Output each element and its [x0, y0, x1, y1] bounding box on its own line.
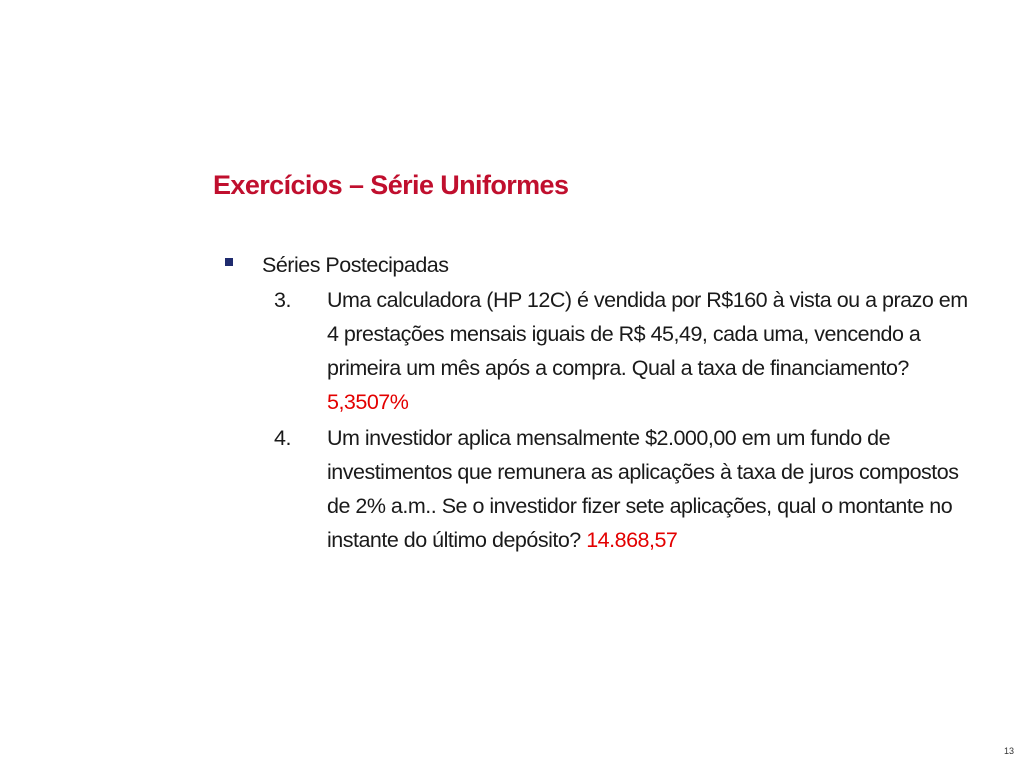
- exercise-text: Uma calculadora (HP 12C) é vendida por R$160 à vista ou a prazo em 4 prestações mensais iguais de R$ 45,49, cada uma, vencendo a primeira um mês após a compra. Qual a taxa de financiamento?: [327, 288, 968, 380]
- exercise-list: [274, 283, 985, 557]
- content-section: [225, 248, 985, 559]
- exercise-item: [274, 421, 985, 557]
- section-label: Séries Postecipadas: [262, 253, 449, 277]
- square-bullet-icon: [225, 258, 233, 266]
- exercise-answer: 5,3507%: [327, 390, 409, 414]
- exercise-text-wrapper: [327, 421, 977, 557]
- exercise-text-wrapper: [327, 283, 977, 419]
- exercise-number: 4.: [274, 426, 291, 450]
- page-number: 13: [1003, 746, 1014, 756]
- exercise-number: 3.: [274, 288, 291, 312]
- exercise-item: [274, 283, 985, 419]
- exercise-text: Um investidor aplica mensalmente $2.000,00 em um fundo de investimentos que remunera as aplicações à taxa de juros compostos de 2% a.m.. Se o investidor fizer sete aplicações, qual o montante no instante do último depósito?: [327, 426, 959, 552]
- exercise-answer: 14.868,57: [586, 528, 678, 552]
- slide-title: Exercícios – Série Uniformes: [213, 170, 569, 200]
- section-bullet: [225, 248, 985, 282]
